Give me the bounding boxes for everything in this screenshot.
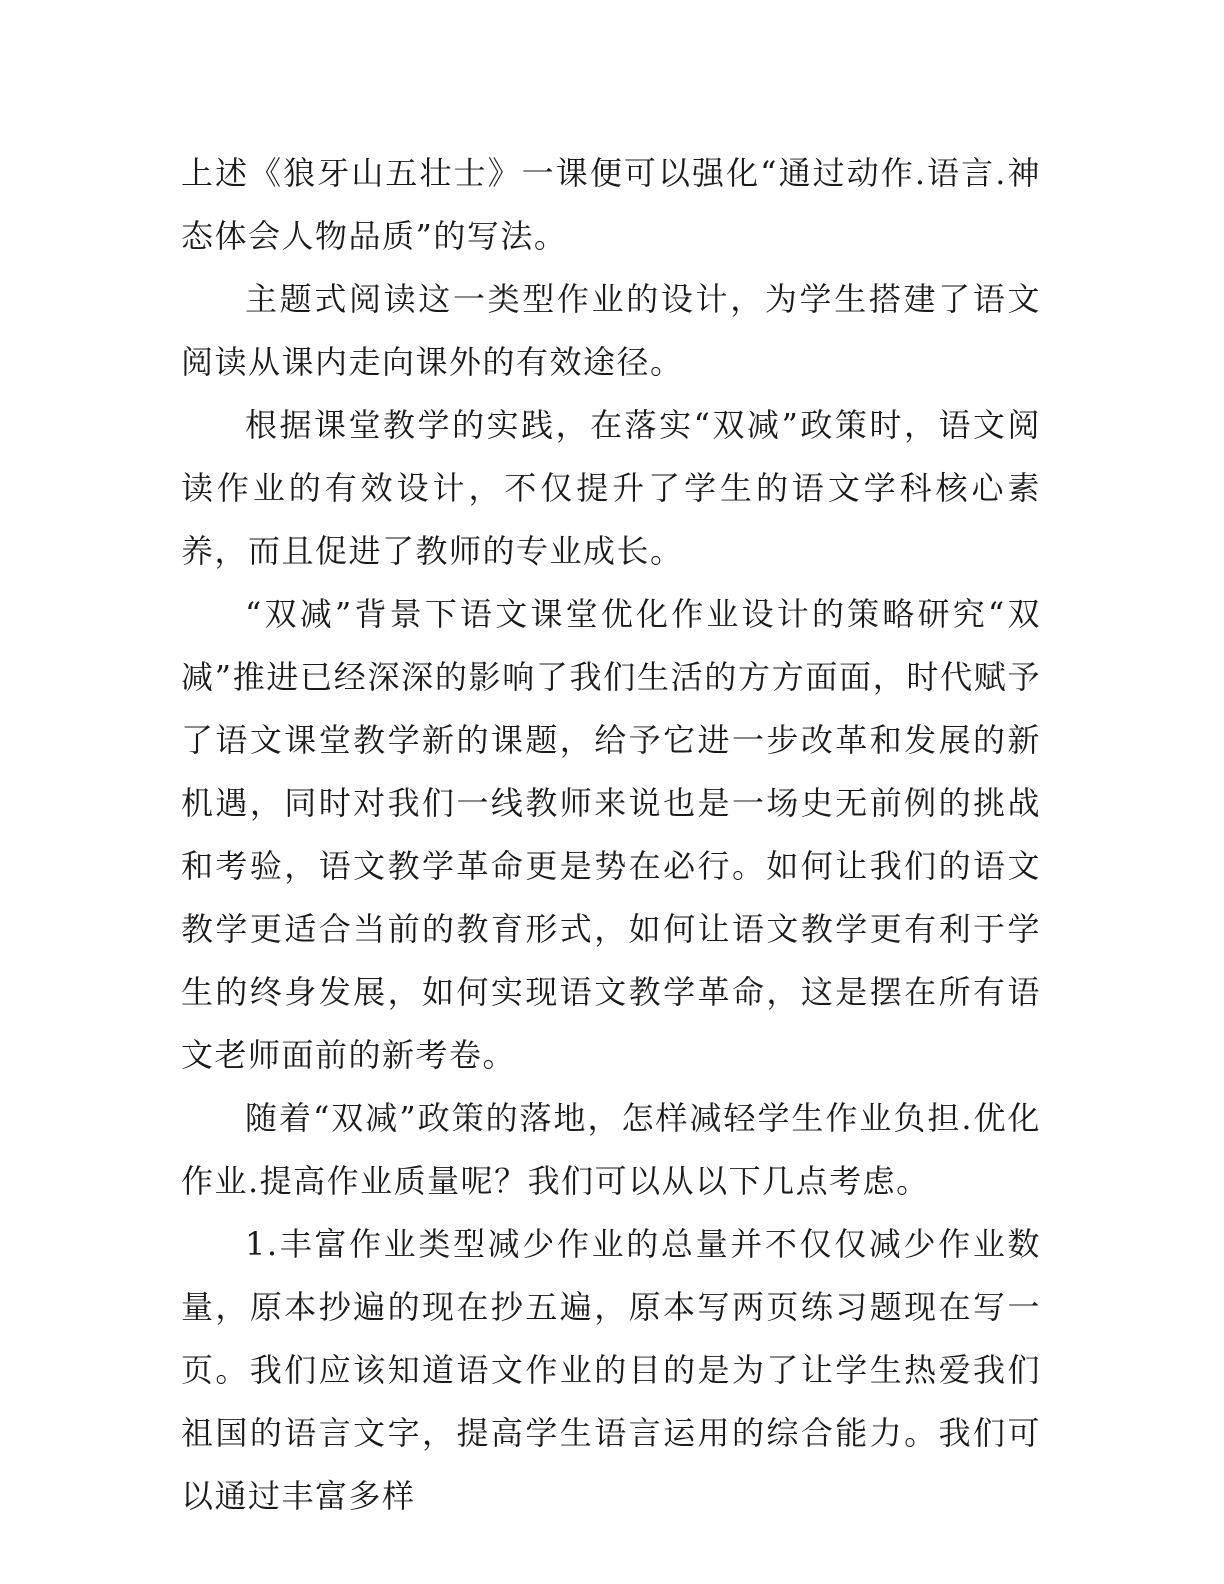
paragraph-4: “双减”背景下语文课堂优化作业设计的策略研究“双减”推进已经深深的影响了我们生活的方方面面，时代赋予了语文课堂教学新的课题，给予它进一步改革和发展的新机遇，同时对我们一线教师来说也是一场史无前例的挑战和考验，语文教学革命更是势在必行。如何让我们的语文教学更适合当前的教育形式，如何让语文教学更有利于学生的终身发展，如何实现语文教学革命，这是摆在所有语文老师面前的新考卷。 [181, 595, 1041, 1074]
paragraph-2: 主题式阅读这一类型作业的设计，为学生搭建了语文阅读从课内走向课外的有效途径。 [181, 280, 1041, 381]
paragraph-6: 1.丰富作业类型减少作业的总量并不仅仅减少作业数量，原本抄遍的现在抄五遍，原本写两页练习题现在写一页。我们应该知道语文作业的目的是为了让学生热爱我们祖国的语言文字，提高学生语言运用的综合能力。我们可以通过丰富多样 [181, 1225, 1041, 1515]
document-body [181, 142, 1041, 1528]
paragraph-3: 根据课堂教学的实践，在落实“双减”政策时，语文阅读作业的有效设计，不仅提升了学生的语文学科核心素养，而且促进了教师的专业成长。 [181, 406, 1041, 570]
paragraph-1: 上述《狼牙山五壮士》一课便可以强化“通过动作.语言.神态体会人物品质”的写法。 [181, 154, 1041, 255]
paragraph-5: 随着“双减”政策的落地，怎样减轻学生作业负担.优化作业.提高作业质量呢？我们可以从以下几点考虑。 [181, 1099, 1041, 1200]
